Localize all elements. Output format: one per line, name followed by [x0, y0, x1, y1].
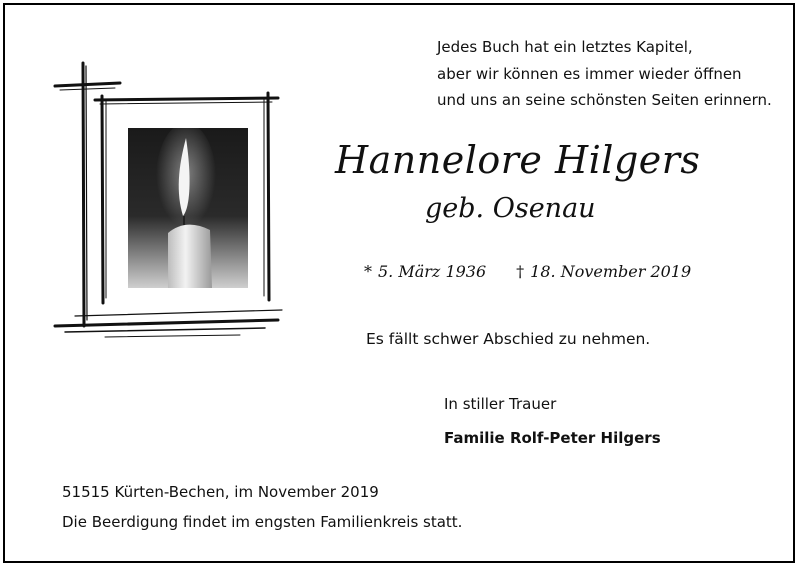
- quote: [437, 34, 772, 114]
- candle-icon: [168, 225, 212, 288]
- place-date: 51515 Kürten-Bechen, im November 2019: [62, 483, 379, 501]
- life-dates: [364, 262, 691, 281]
- deceased-name: Hannelore Hilgers: [335, 138, 701, 182]
- quote-line-2: aber wir können es immer wieder öffnen: [437, 64, 742, 83]
- birth-date: 5. März 1936: [378, 262, 487, 281]
- farewell-text: Es fällt schwer Abschied zu nehmen.: [366, 330, 651, 348]
- mourning-family: Familie Rolf-Peter Hilgers: [444, 429, 661, 447]
- mourning-intro: In stiller Trauer: [444, 395, 557, 413]
- burial-note: Die Beerdigung findet im engsten Familienkreis statt.: [62, 513, 463, 531]
- maiden-name: geb. Osenau: [425, 193, 596, 224]
- candle-cross-artwork: [50, 58, 285, 343]
- quote-line-3: und uns an seine schönsten Seiten erinnern.: [437, 91, 772, 109]
- candle-photo: [126, 123, 250, 290]
- birth-symbol: *: [364, 262, 372, 281]
- death-symbol: †: [516, 262, 525, 281]
- quote-line-1: Jedes Buch hat ein letztes Kapitel,: [437, 38, 693, 56]
- death-date: 18. November 2019: [530, 262, 692, 281]
